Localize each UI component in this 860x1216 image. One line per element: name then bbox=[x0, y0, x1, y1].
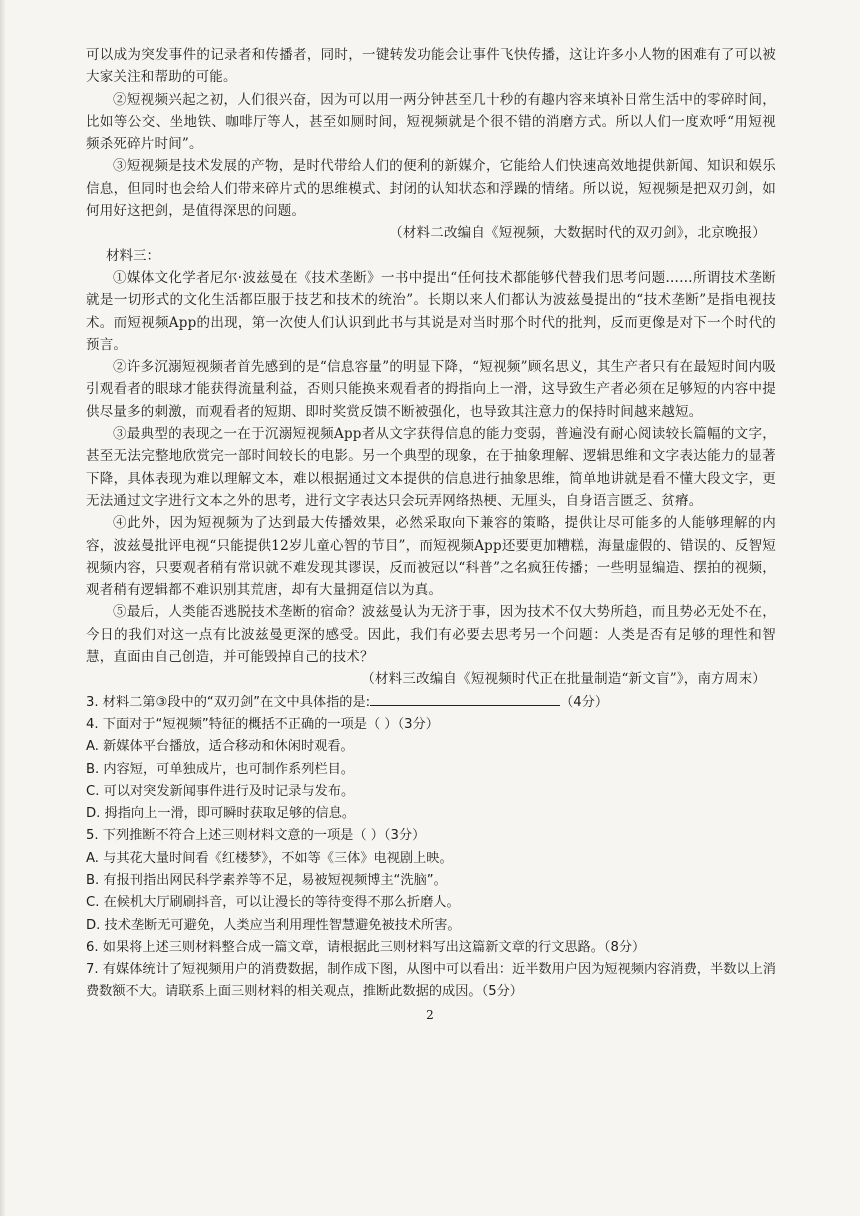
question-5-option-a: A. 与其花大量时间看《红楼梦》，不如等《三体》电视剧上映。 bbox=[86, 850, 453, 866]
material2-continuation: 可以成为突发事件的记录者和传播者，同时，一键转发功能会让事件飞快传播，这让许多小人物的困难有了可以被大家关注和帮助的可能。 bbox=[86, 47, 776, 86]
question-4-option-d: D. 拇指向上一滑，即可瞬时获取足够的信息。 bbox=[86, 806, 356, 822]
material2-paragraph-2: ②短视频兴起之初，人们很兴奋，因为可以用一两分钟甚至几十秒的有趣内容来填补日常生活中的零碎时间，比如等公交、坐地铁、咖啡厅等人，甚至如厕时间，短视频就是个很不错的消磨方式。所以人们一度欢呼“用短视频杀死碎片时间”。 bbox=[86, 91, 776, 153]
question-3-text: 3. 材料二第③段中的“双刃剑”在文中具体指的是: bbox=[86, 694, 371, 710]
question-4-option-a: A. 新媒体平台播放，适合移动和休闲时观看。 bbox=[86, 739, 354, 755]
question-4-text: 4. 下面对于“短视频”特征的概括不正确的一项是（ ）（3分） bbox=[86, 716, 439, 732]
question-5-option-b: B. 有报刊指出网民科学素养等不足，易被短视频博主“洗脑”。 bbox=[86, 872, 447, 888]
page-number: 2 bbox=[426, 1008, 434, 1022]
question-5-option-d: D. 技术垄断无可避免，人类应当利用理性智慧避免被技术所害。 bbox=[86, 917, 461, 933]
question-5-text: 5. 下列推断不符合上述三则材料文意的一项是（ ）（3分） bbox=[86, 828, 426, 844]
material3-paragraph-1: ①媒体文化学者尼尔·波兹曼在《技术垄断》一书中提出“任何技术都能够代替我们思考问题……所谓技术垄断就是一切形式的文化生活都臣服于技艺和技术的统治”。长期以来人们都认为波兹曼提出的“技术垄断”是指电视技术。而短视频App的出现，第一次使人们认识到此书与其说是对当时那个时代的批判，反而更像是对下一个时代的预言。 bbox=[86, 269, 776, 353]
question-6-text: 6. 如果将上述三则材料整合成一篇文章，请根据此三则材料写出这篇新文章的行文思路。（8分） bbox=[86, 939, 646, 955]
material3-source: （材料三改编自《短视频时代正在批量制造“新文盲”》，南方周末） bbox=[361, 671, 766, 688]
page-content bbox=[86, 44, 776, 1004]
question-5-option-c: C. 在候机大厅刷刷抖音，可以让漫长的等待变得不那么折磨人。 bbox=[86, 895, 460, 911]
question-4-option-b: B. 内容短，可单独成片，也可制作系列栏目。 bbox=[86, 761, 354, 777]
material3-paragraph-5: ⑤最后，人类能否逃脱技术垄断的宿命？波兹曼认为无济于事，因为技术不仅大势所趋，而且势必无处不在，今日的我们对这一点有比波兹曼更深的感受。因此，我们有必要去思考另一个问题：人类是否有足够的理性和智慧，直面由自己创造，并可能毁掉自己的技术？ bbox=[86, 604, 776, 666]
material2-paragraph-3: ③短视频是技术发展的产物，是时代带给人们的便利的新媒介，它能给人们快速高效地提供新闻、知识和娱乐信息，但同时也会给人们带来碎片式的思维模式、封闭的认知状态和浮躁的情绪。所以说，短视频是把双刃剑，如何用好这把剑，是值得深思的问题。 bbox=[86, 158, 776, 220]
material3-paragraph-3: ③最典型的表现之一在于沉溺短视频App者从文字获得信息的能力变弱，普遍没有耐心阅读较长篇幅的文字，甚至无法完整地欣赏完一部时间较长的电影。另一个典型的现象，在于抽象理解、逻辑思维和文字表达能力的显著下降，具体表现为难以理解文本，难以根据通过文本提供的信息进行抽象思维，简单地讲就是看不懂大段文字，更无法通过文字进行文本之外的思考，进行文字表达只会玩弄网络热梗、无厘头，自身语言匮乏、贫瘠。 bbox=[86, 426, 776, 509]
material2-source: （材料二改编自《短视频，大数据时代的双刃剑》，北京晚报） bbox=[389, 225, 766, 242]
question-4-option-c: C. 可以对突发新闻事件进行及时记录与发布。 bbox=[86, 783, 355, 799]
scan-edge-shadow bbox=[0, 0, 6, 1216]
question-3-answer-blank[interactable] bbox=[370, 691, 560, 706]
material3-label: 材料三： bbox=[106, 247, 160, 264]
material3-paragraph-4: ④此外，因为短视频为了达到最大传播效果，必然采取向下兼容的策略，提供让尽可能多的人能够理解的内容，波兹曼批评电视“只能提供12岁儿童心智的节目”，而短视频App还要更加糟糕，海量虚假的、错误的、反智短视频内容，只要观者稍有常识就不难发现其谬误，反而被冠以“科普”之名疯狂传播；一些明显编造、摆拍的视频，观者稍有逻辑都不难识别其荒唐，却有大量拥趸信以为真。 bbox=[86, 515, 776, 599]
question-7-text: 7. 有媒体统计了短视频用户的消费数据，制作成下图，从图中可以看出：近半数用户因为短视频内容消费，半数以上消费数额不大。请联系上面三则材料的相关观点，推断此数据的成因。（5分） bbox=[86, 962, 776, 1000]
material3-paragraph-2: ②许多沉溺短视频者首先感到的是“信息容量”的明显下降，“短视频”顾名思义，其生产者只有在最短时间内吸引观看者的眼球才能获得流量利益，否则只能换来观看者的拇指向上一滑，这导致生产者必须在足够短的内容中提供尽量多的刺激，而观看者的短期、即时奖赏反馈不断被强化，也导致其注意力的保持时间越来越短。 bbox=[86, 359, 776, 420]
question-3 bbox=[86, 691, 776, 714]
question-3-score: （4分） bbox=[560, 694, 609, 710]
